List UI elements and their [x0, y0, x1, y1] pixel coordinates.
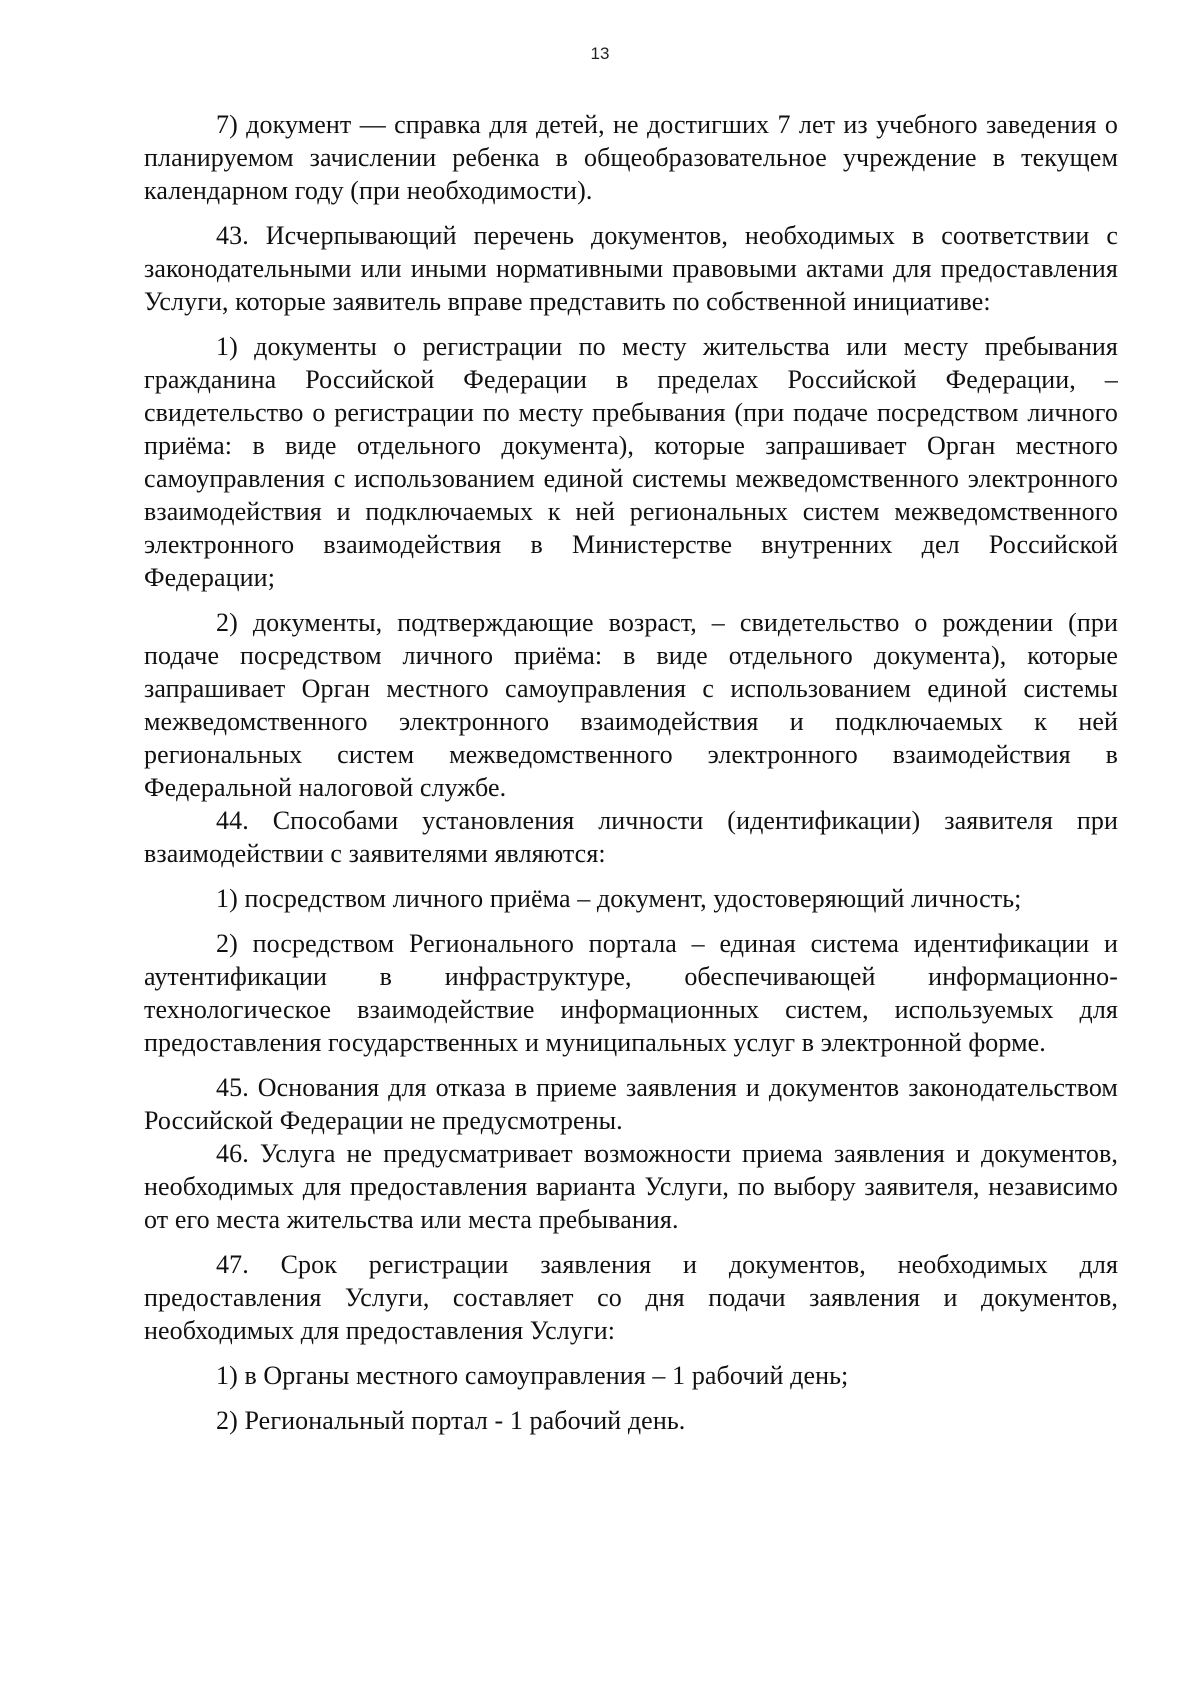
paragraph-item-7: 7) документ — справка для детей, не достигших 7 лет из учебного заведения о планируемом зачислении ребенка в общеобразовательное учреждение в текущем календарном году (при необходимости).: [144, 110, 1118, 205]
page-number: 13: [590, 44, 610, 63]
paragraph-clause-47: 47. Срок регистрации заявления и документов, необходимых для предоставления Услуги, составляет со дня подачи заявления и документов, необходимых для предоставления Услуги:: [144, 1250, 1118, 1345]
paragraph-clause-44-item-2: 2) посредством Регионального портала – единая система идентификации и аутентификации в инфраструктуре, обеспечивающей информационно-технологическое взаимодействие информационных систем, используемых для предоставления государственных и муниципальных услуг в электронной форме.: [144, 929, 1118, 1057]
paragraph-clause-46: 46. Услуга не предусматривает возможности приема заявления и документов, необходимых для предоставления варианта Услуги, по выбору заявителя, независимо от его места жительства или места пребывания.: [144, 1139, 1118, 1234]
paragraph-clause-47-item-2: 2) Региональный портал - 1 рабочий день.: [216, 1406, 686, 1435]
paragraph-clause-43-item-1: 1) документы о регистрации по месту жительства или месту пребывания гражданина Российской Федерации в пределах Российской Федерации, – свидетельство о регистрации по месту пребывания (при подаче посредством личного приёма: в виде отдельного документа), которые запрашивает Орган местного самоуправления с использованием единой системы межведомственного электронного взаимодействия и подключаемых к ней региональных систем межведомственного электронного взаимодействия в Министерстве внутренних дел Российской Федерации;: [144, 332, 1118, 592]
paragraph-clause-44: 44. Способами установления личности (идентификации) заявителя при взаимодействии с заявителями являются:: [144, 806, 1118, 868]
document-body: [144, 108, 1118, 1449]
paragraph-clause-43-item-2: 2) документы, подтверждающие возраст, – свидетельство о рождении (при подаче посредством личного приёма: в виде отдельного документа), которые запрашивает Орган местного самоуправления с использованием единой системы межведомственного электронного взаимодействия и подключаемых к ней региональных систем межведомственного электронного взаимодействия в Федеральной налоговой службе.: [144, 608, 1118, 802]
paragraph-clause-47-item-1: 1) в Органы местного самоуправления – 1 рабочий день;: [216, 1361, 849, 1390]
paragraph-clause-43: 43. Исчерпывающий перечень документов, необходимых в соответствии с законодательными или иными нормативными правовыми актами для предоставления Услуги, которые заявитель вправе представить по собственной инициативе:: [144, 221, 1118, 316]
paragraph-clause-45: 45. Основания для отказа в приеме заявления и документов законодательством Российской Федерации не предусмотрены.: [144, 1073, 1118, 1135]
paragraph-clause-44-item-1: 1) посредством личного приёма – документ, удостоверяющий личность;: [216, 884, 1022, 913]
